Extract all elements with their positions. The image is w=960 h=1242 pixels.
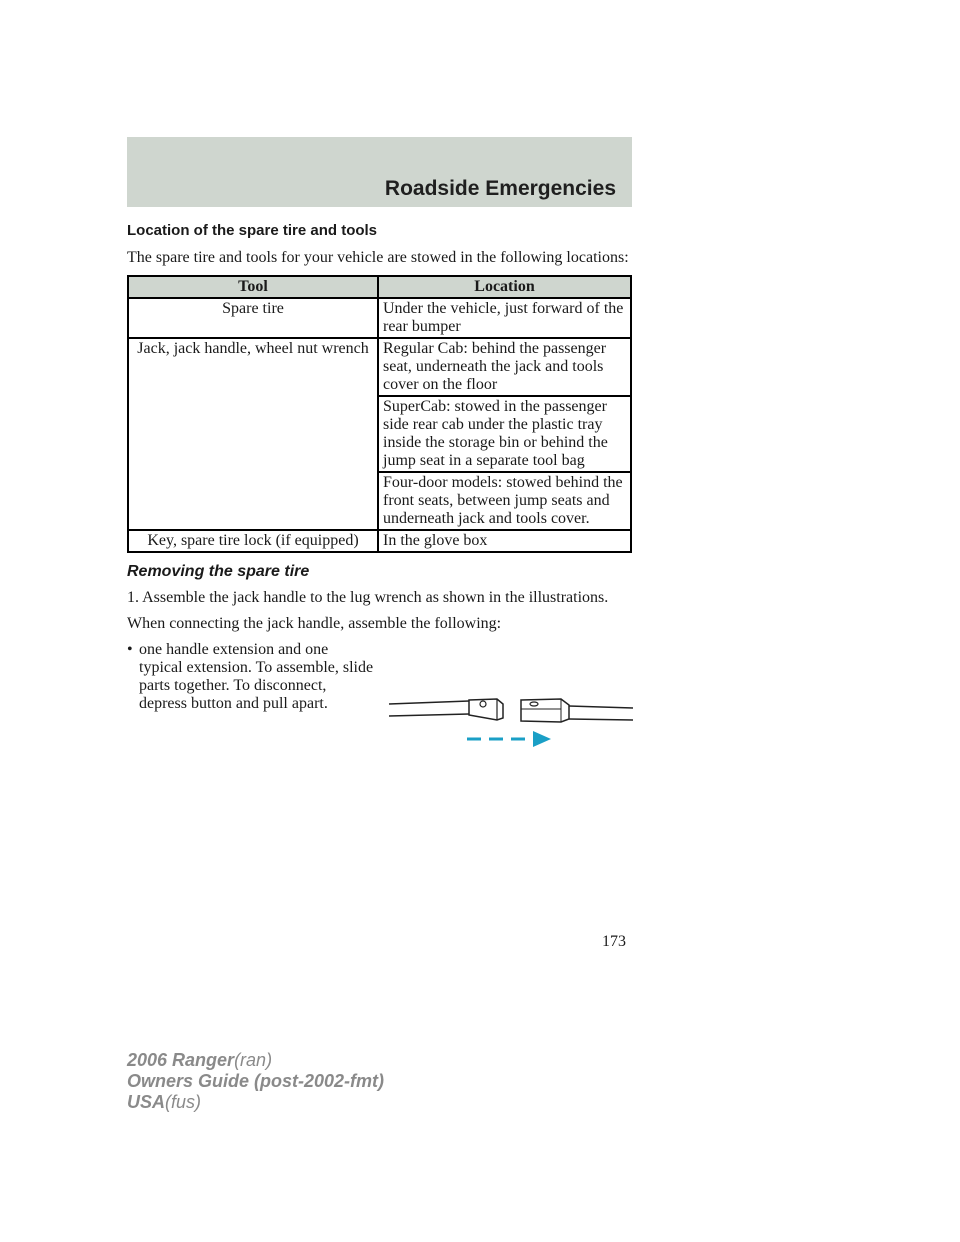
- table-cell-tool: Spare tire: [128, 298, 378, 338]
- tools-location-table: [127, 275, 632, 553]
- bullet-dot: •: [127, 641, 133, 658]
- section-header-title: Roadside Emergencies: [384, 177, 616, 200]
- table-cell-location: In the glove box: [378, 530, 631, 552]
- section-heading: Location of the spare tire and tools: [127, 222, 378, 239]
- table-header-tool: Tool: [128, 276, 378, 298]
- table-cell-location: SuperCab: stowed in the passenger side rear cab under the plastic tray inside the storage bin or behind the jump seat in a separate tool bag: [378, 396, 631, 472]
- footer-market: USA: [127, 1092, 166, 1112]
- document-footer: [127, 1050, 384, 1113]
- page-content: [127, 222, 632, 713]
- footer-guide: Owners Guide (post-2002-fmt): [127, 1071, 385, 1091]
- table-cell-tool: Jack, jack handle, wheel nut wrench: [128, 338, 378, 530]
- table-cell-location: Under the vehicle, just forward of the rear bumper: [378, 298, 631, 338]
- page-number: 173: [602, 933, 626, 950]
- table-row: [128, 530, 631, 552]
- step-1-paragraph: 1. Assemble the jack handle to the lug wrench as shown in the illustrations.: [127, 589, 609, 606]
- footer-model-code: (ran): [234, 1050, 273, 1070]
- connecting-paragraph: When connecting the jack handle, assemble the following:: [127, 615, 502, 632]
- section-header-band: [127, 137, 632, 207]
- jack-handle-extension-illustration-icon: [385, 696, 635, 752]
- footer-market-code: (fus): [165, 1092, 202, 1112]
- removing-spare-heading: Removing the spare tire: [127, 563, 310, 580]
- intro-paragraph: The spare tire and tools for your vehicle are stowed in the following locations:: [127, 249, 629, 266]
- table-cell-location: Regular Cab: behind the passenger seat, underneath the jack and tools cover on the floor: [378, 338, 631, 396]
- bullet-text: one handle extension and one typical extension. To assemble, slide parts together. To disconnect, depress button and pull apart.: [139, 641, 374, 712]
- table-row: [128, 298, 631, 338]
- table-row: [128, 338, 631, 396]
- table-header-row: [128, 276, 631, 298]
- table-header-location: Location: [378, 276, 631, 298]
- footer-model: 2006 Ranger: [127, 1050, 235, 1070]
- table-cell-tool: Key, spare tire lock (if equipped): [128, 530, 378, 552]
- table-cell-location: Four-door models: stowed behind the front seats, between jump seats and underneath jack and tools cover.: [378, 472, 631, 530]
